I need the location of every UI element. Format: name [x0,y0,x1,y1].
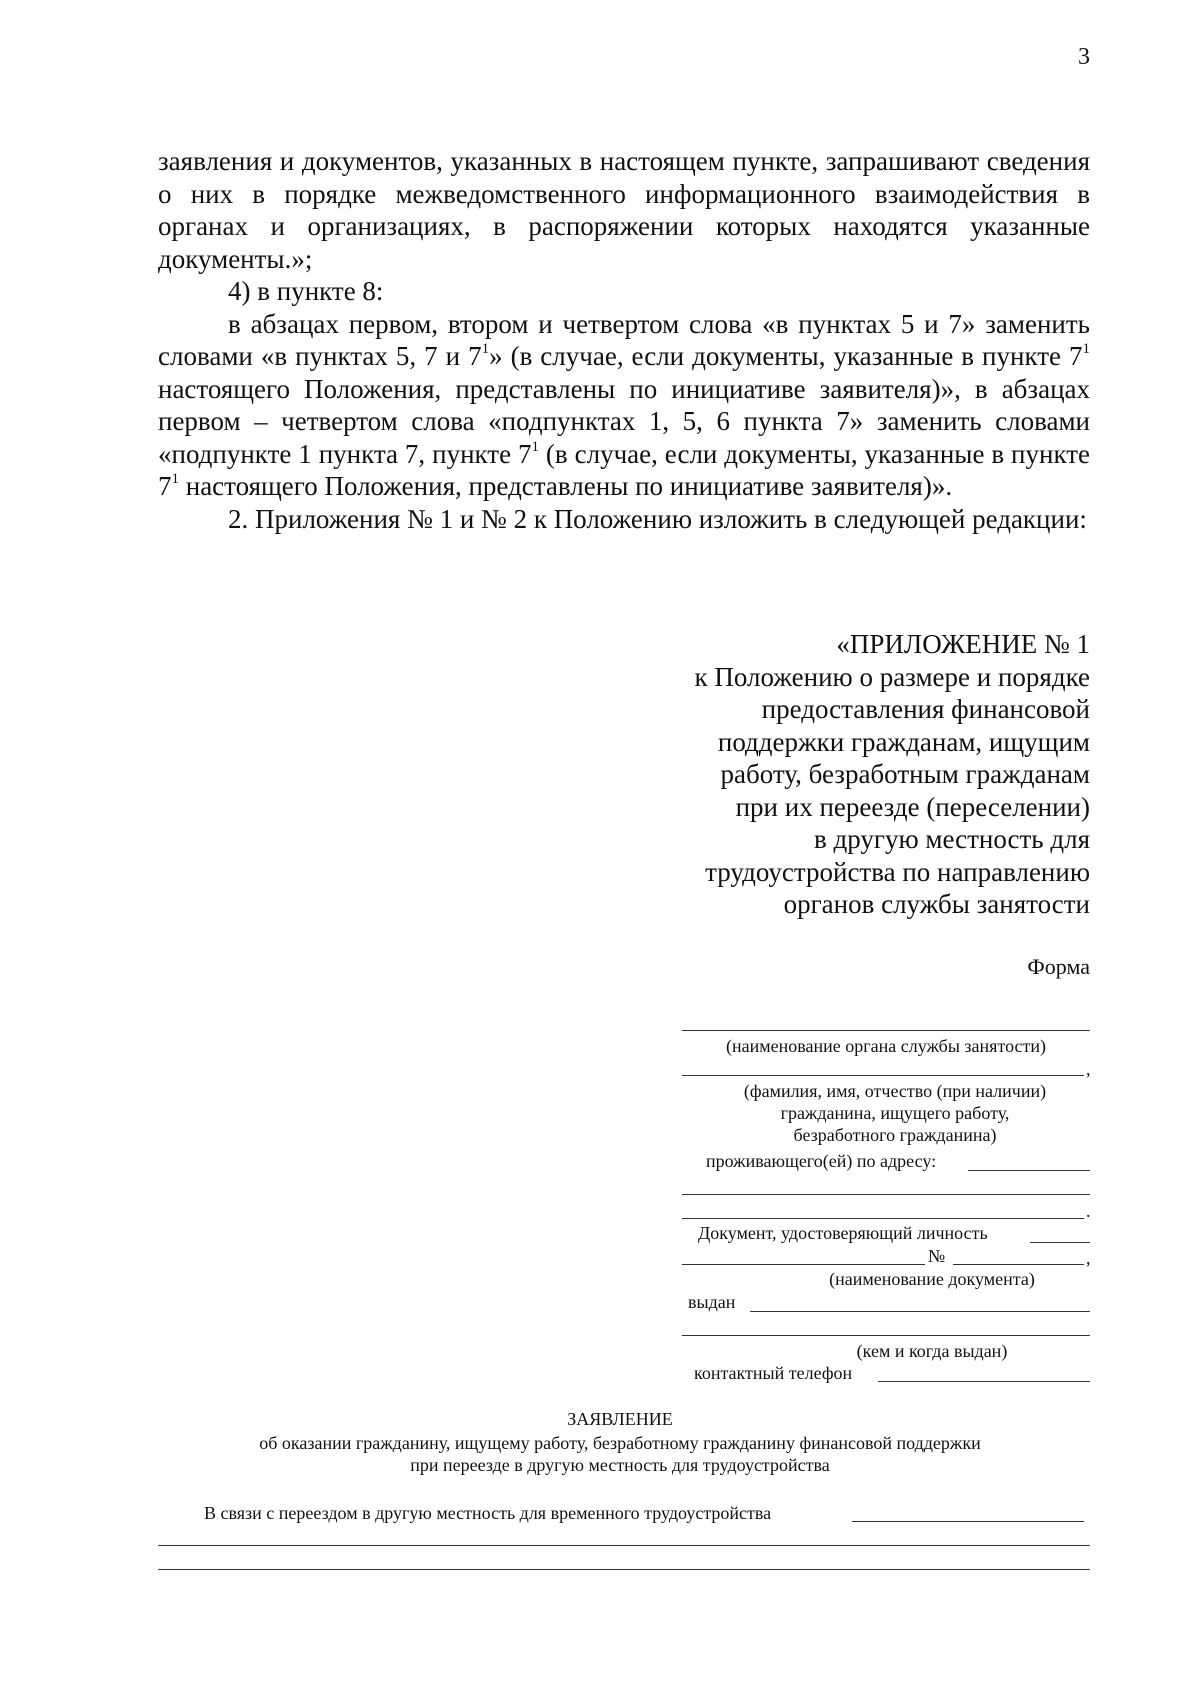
amendment-text-part: » (в случае, если документы, указанные в пункте 7 [489,341,1083,371]
employment-body-caption: (наименование органа службы занятости) [725,1036,1047,1056]
statement-body-field-line-3 [158,1569,1090,1570]
appendix-line: к Положению о размере и порядке [694,661,1090,692]
page-number: 3 [1078,44,1090,70]
address-label: проживающего(ей) по адресу: [706,1151,937,1171]
statement-subtitle-line-1: об оказании гражданину, ищущему работу, безработному гражданину финансовой поддержки [259,1433,981,1453]
appendix-line: работу, безработным гражданам [720,759,1090,789]
appendix-line: предоставления финансовой [761,694,1090,724]
body-text [158,145,1090,535]
citizen-caption-line: гражданина, ищущего работу, [780,1103,1010,1123]
superscript-1: 1 [531,438,539,455]
doc-number-field-line [953,1264,1084,1265]
appendix-line: при их переезде (переселении) [735,791,1090,822]
statement-body-start: В связи с переездом в другую местность для временного трудоустройства [204,1503,772,1523]
comma-mark-2: , [1086,1248,1091,1268]
identity-doc-field-line [1030,1242,1090,1243]
appendix-line: «ПРИЛОЖЕНИЕ № 1 [836,629,1090,659]
number-sign: № [928,1246,946,1266]
amendment-text-part: в абзацах первом, втором и четвертом слова «в пунктах 5 и 7» заменить словами «в пунктах 5, 7 и 7 [158,308,1090,371]
period-mark: . [1086,1201,1091,1221]
address-field-line [968,1170,1090,1171]
phone-field-line [878,1381,1090,1382]
citizen-caption [700,1080,1090,1146]
comma-mark: , [1086,1059,1091,1079]
citizen-name-field-line [682,1075,1084,1076]
statement-subtitle-line-2: при переезде в другую местность для трудоустройства [410,1455,830,1475]
paragraph-amendment [158,308,1090,503]
statement-body-field-line [852,1521,1084,1522]
issued-field-line-2 [682,1335,1090,1336]
phone-label: контактный телефон [694,1363,853,1383]
doc-name-caption: (наименование документа) [829,1269,1035,1289]
appendix-line: поддержки гражданам, ищущим [717,726,1090,757]
superscript-1: 1 [171,471,179,487]
issued-caption: (кем и когда выдан) [856,1341,1008,1361]
amendment-text-part: (в случае, если документы, указанные в пункте 7 [158,438,1090,501]
appendix-line: органов службы занятости [783,889,1090,919]
issued-label: выдан [688,1292,736,1312]
appendix-header [600,628,1090,921]
identity-doc-label: Документ, удостоверяющий личность [698,1223,988,1243]
employment-body-field-line [682,1030,1090,1031]
statement-body-field-line-2 [158,1545,1090,1546]
amendment-text-part: настоящего Положения, представлены по инициативе заявителя)», в абзацах первом – четвертом слова «подпунктах 1, 5, 6 пункта 7» заменить словами «подпункте 1 пункта 7, пункте 7 [158,373,1090,469]
amendment-text-part: настоящего Положения, представлены по инициативе заявителя)». [179,471,953,501]
address-field-line-2 [682,1194,1090,1195]
citizen-caption-line: (фамилия, имя, отчество (при наличии) [743,1081,1047,1101]
appendix-line: в другую местность для [814,824,1090,854]
appendix-line: трудоустройства по направлению [705,856,1090,887]
superscript-1: 1 [481,341,490,357]
form-label: Форма [1027,954,1090,979]
doc-name-field-line [682,1264,925,1265]
address-field-line-3 [682,1218,1084,1219]
paragraph-item-4: 4) в пункте 8: [228,276,384,306]
paragraph-item-2: 2. Приложения № 1 и № 2 к Положению изложить в следующей редакции: [228,503,1087,534]
superscript-1: 1 [1082,341,1090,357]
paragraph-continuation: заявления и документов, указанных в настоящем пункте, запрашивают сведения о них в порядке межведомственного информационного взаимодействия в органах и организациях, в распоряжении которых находятся указанные документы.»; [158,146,1090,274]
statement-title: ЗАЯВЛЕНИЕ [567,1409,673,1429]
citizen-caption-line: безработного гражданина) [793,1125,997,1145]
issued-field-line [750,1311,1090,1312]
